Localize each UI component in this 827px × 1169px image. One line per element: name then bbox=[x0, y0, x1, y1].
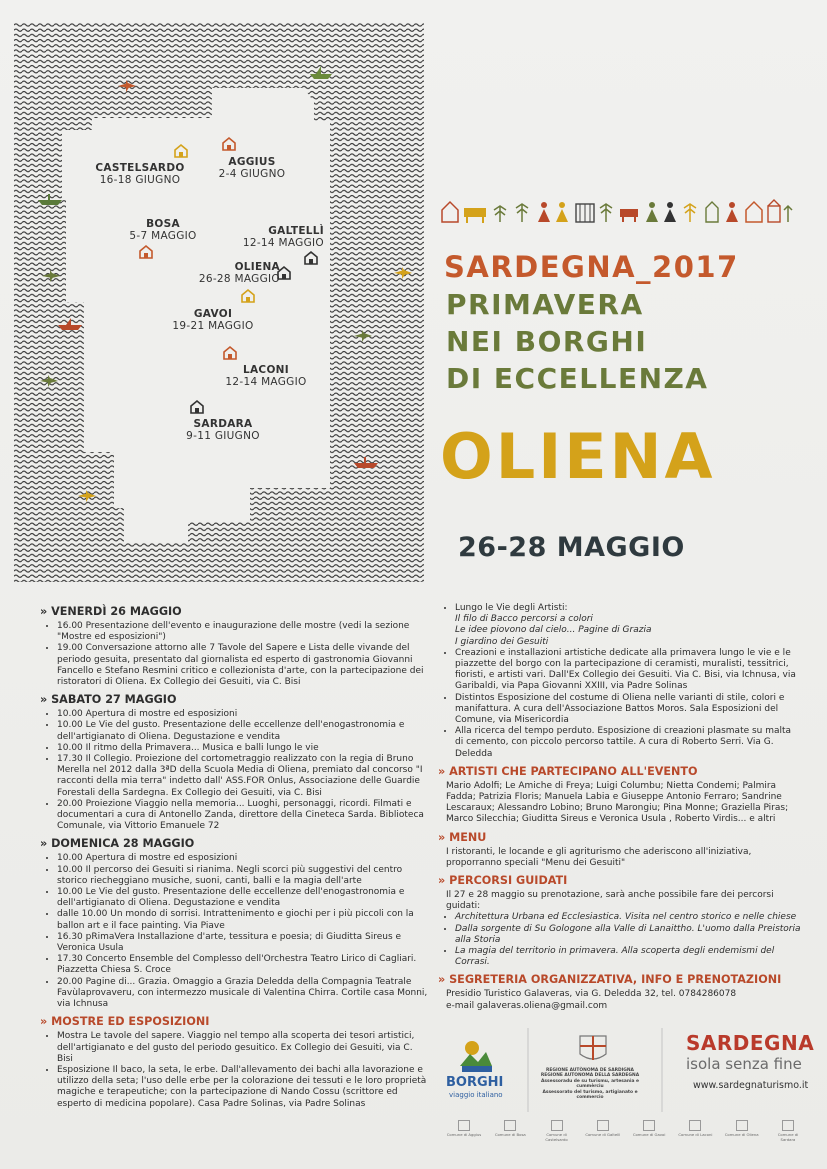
comune-crest-icon bbox=[504, 1120, 516, 1131]
comuni-logos-row bbox=[446, 1120, 806, 1142]
comune-logo: Comune di Castelsardo bbox=[539, 1120, 575, 1142]
percorsi-lead: Il 27 e 28 maggio su prenotazione, sarà anche possibile fare dei percorsi guidati: bbox=[446, 890, 774, 912]
town-castelsardo: CASTELSARDO 16-18 GIUGNO bbox=[95, 162, 185, 186]
town-oliena: OLIENA 26-28 MAGGIO bbox=[198, 261, 280, 285]
list-item: • Esposizione Il baco, la seta, le erbe. Dall'allevamento dei bachi alla lavorazione e utilizzo della seta; l'uso delle erbe per la colorazione dei tessuti e le loro proprietà magiche e terapeutiche; con la partecipazione di Nando Cossu (scrittore ed esperto di medicina popolare). Casa Padre Solinas, via Padre Solinas bbox=[57, 1065, 428, 1110]
comune-crest-icon bbox=[689, 1120, 701, 1131]
town-sardara: SARDARA 9-11 GIUGNO bbox=[186, 418, 260, 442]
menu-text: I ristoranti, le locande e gli agriturismo che aderiscono all'iniziativa, proporranno speciali "Menu dei Gesuiti" bbox=[446, 846, 752, 868]
headline-dates: 26-28 MAGGIO bbox=[458, 532, 685, 563]
animal-motif-icon bbox=[464, 208, 486, 223]
comune-logo: Comune di Laconi bbox=[677, 1120, 713, 1142]
borghi-logo-text: BORGHI bbox=[446, 1075, 504, 1090]
sardegna-tagline: isola senza fine bbox=[686, 1055, 802, 1073]
section-title-segreteria: » SEGRETERIA ORGANIZZATIVA, INFO E PRENOTAZIONI bbox=[438, 973, 782, 987]
town-aggius: AGGIUS 2-4 GIUGNO bbox=[218, 156, 286, 180]
comune-crest-icon bbox=[782, 1120, 794, 1131]
house-motif-icon bbox=[442, 202, 458, 222]
list-item: • Mostra Le tavole del sapere. Viaggio nel tempo alla scoperta dei tesori artistici, dell'artigianato e del gusto del periodo gesuitico. Ex Collegio dei Gesuiti, via C. Bisi bbox=[57, 1031, 428, 1065]
borghi-logo-subtitle: viaggio italiano bbox=[449, 1091, 503, 1099]
headline-line: NEI BORGHI bbox=[446, 325, 648, 358]
tree-motif-icon bbox=[494, 206, 506, 222]
section-title-artisti: » ARTISTI CHE PARTECIPANO ALL'EVENTO bbox=[438, 764, 698, 778]
figure-motif-icon bbox=[664, 202, 676, 222]
list-item: • 10.00 Apertura di mostre ed esposizioni bbox=[57, 853, 428, 864]
comune-crest-icon bbox=[736, 1120, 748, 1131]
list-item: • 17.30 Concerto Ensemble del Complesso dell'Orchestra Teatro Lirico di Cagliari. Piazzetta Chiesa S. Croce bbox=[57, 954, 428, 976]
list-item: • 20.00 Pagine di... Grazia. Omaggio a Grazia Deledda della Compagnia Teatrale Favùlaprovaveru, con intermezzo musicale di Valentina Chirra. Cortile casa Monni, via Ichnusa bbox=[57, 977, 428, 1011]
figure-motif-icon bbox=[646, 202, 658, 222]
comune-crest-icon bbox=[551, 1120, 563, 1131]
headline-line: PRIMAVERA bbox=[446, 288, 644, 321]
comune-logo: Comune di Gavoi bbox=[631, 1120, 667, 1142]
figure-motif-icon bbox=[538, 202, 550, 222]
list-item: • 20.00 Proiezione Viaggio nella memoria... Luoghi, personaggi, ricordi. Filmati e documentari a cura di Antonello Zanda, direttore della Cineteca Sarda. Biblioteca Comunale, via Vittorio Emanuele 72 bbox=[57, 799, 428, 833]
vie-artisti-lead: Lungo le Vie degli Artisti: bbox=[455, 603, 568, 613]
list-item: • Creazioni e installazioni artistiche dedicate alla primavera lungo le vie e le piazzette del borgo con la partecipazione di ceramisti, muralisti, tessitrici, fioristi, e artisti vari. Dall'Ex Collegio dei Gesuiti. Via C. Bisi, via Ichnusa, via Garibaldi, via Papa Giovanni XXIII, via Padre Solinas bbox=[455, 648, 802, 693]
list-item: • Alla ricerca del tempo perduto. Esposizione di creazioni plasmate su malta di cemento, con piccolo percorso tattile. A cura di Roberto Serri. Via G. Deledda bbox=[455, 726, 802, 760]
building-motif-icon bbox=[576, 204, 594, 222]
vie-artisti-sub: I giardino dei Gesuiti bbox=[455, 636, 549, 647]
sardegna-url: www.sardegnaturismo.it bbox=[693, 1080, 809, 1091]
list-item: • Architettura Urbana ed Ecclesiastica. Visita nel centro storico e nelle chiese bbox=[455, 912, 802, 923]
list-item: • 10.00 Le Vie del gusto. Presentazione delle eccellenze dell'enogastronomia e dell'artigianato di Oliena. Degustazione e vendita bbox=[57, 720, 428, 742]
comune-logo: Comune di Oliena bbox=[724, 1120, 760, 1142]
headline-oliena: OLIENA bbox=[440, 420, 716, 493]
sardegna-logo: SARDEGNA bbox=[686, 1031, 815, 1055]
town-laconi: LACONI 12-14 MAGGIO bbox=[225, 364, 307, 388]
list-item: • La magia del territorio in primavera. Alla scoperta degli endemismi del Corrasi. bbox=[455, 946, 802, 968]
town-gavoi: GAVOI 19-21 MAGGIO bbox=[172, 308, 254, 332]
building-motif-icon bbox=[706, 202, 718, 222]
building-motif-icon bbox=[768, 200, 780, 222]
comune-logo: Comune di Sardara bbox=[770, 1120, 806, 1142]
list-item: • 10.00 Le Vie del gusto. Presentazione delle eccellenze dell'enogastronomia e dell'artigianato di Oliena. Degustazione e vendita bbox=[57, 887, 428, 909]
list-item: • Distintos Esposizione del costume di Oliena nelle varianti di stile, colori e manifattura. A cura dell'Associazione Battos Moros. Sala Esposizioni del Comune, via Misericordia bbox=[455, 693, 802, 727]
list-item: • 19.00 Conversazione attorno alle 7 Tavole del Sapere e Lista delle vivande del periodo gesuita, presentato dal giornalista ed esperto di gastronomia Giovanni Fancello e Stefano Resmini critico e collezionista d'arte, con la partecipazione dei ristoratori di Oliena. Ex Collegio dei Gesuiti, via C. Bisi bbox=[57, 643, 428, 688]
tree-motif-icon bbox=[516, 204, 528, 222]
list-item: • 10.00 Apertura di mostre ed esposizioni bbox=[57, 709, 428, 720]
section-title-percorsi: » PERCORSI GUIDATI bbox=[438, 874, 568, 888]
headline-sardegna-2017: SARDEGNA_2017 bbox=[444, 250, 739, 284]
list-item: • 10.00 Il ritmo della Primavera... Musica e balli lungo le vie bbox=[57, 743, 428, 754]
list-item: • 16.00 Presentazione dell'evento e inaugurazione delle mostre (vedi la sezione "Mostre ed esposizioni") bbox=[57, 621, 428, 643]
sabato-list bbox=[48, 709, 428, 832]
percorsi-list bbox=[446, 912, 802, 968]
region-line: Assessoradu de su turismu, artesanìa e cummèrciu bbox=[541, 1078, 639, 1090]
comune-crest-icon bbox=[643, 1120, 655, 1131]
section-title-sabato: » SABATO 27 MAGGIO bbox=[40, 693, 177, 707]
section-title-domenica: » DOMENICA 28 MAGGIO bbox=[40, 837, 195, 851]
region-line: REGIONE AUTONOMA DELLA SARDEGNA bbox=[540, 1073, 640, 1079]
list-item: • 17.30 Il Collegio. Proiezione del cortometraggio realizzato con la regia di Bruno Merella nel 2012 dalla 3ªD della Scuola Media di Oliena, premiato dal concorso "I racconti della mia terra" indetto dall' ASS.FOR Onlus, Associazione delle Guardie Forestali della Sardegna. Ex Collegio dei Gesuiti, via C. Bisi bbox=[57, 754, 428, 799]
artisti-text: Mario Adolfi; Le Amiche di Freya; Luigi Columbu; Nietta Condemi; Palmira Fadda; Patrizia Floris; Manuela Labia e Giuseppe Antonio Ferraro; Sandrine Lescaraux; Alessandro Lobino; Bruno Marongiu; Pina Monne; Graziella Piras; Marco Silecchia; Giuditta Sireus e Veronica Usula , Roberto Virdis... e altri bbox=[446, 780, 789, 825]
sardinia-map bbox=[14, 22, 424, 582]
list-item: • dalle 10.00 Un mondo di sorrisi. Intrattenimento e giochi per i più piccoli con la ballon art e il face painting. Via Piave bbox=[57, 909, 428, 931]
region-line: REGIONE AUTÒNOMA DE SARDIGNA bbox=[546, 1068, 634, 1073]
mostre-list bbox=[48, 1031, 428, 1109]
list-item: • 10.00 Il percorso dei Gesuiti si rianima. Negli scorci più suggestivi del centro storico riecheggiano musiche, suoni, canti, balli e la magia dell'arte bbox=[57, 865, 428, 887]
headline-primavera bbox=[446, 286, 708, 397]
domenica-list bbox=[48, 853, 428, 1010]
list-item bbox=[455, 603, 802, 648]
vie-artisti-list bbox=[446, 603, 802, 760]
region-line: Assessorato del turismo, artigianato e commercio bbox=[542, 1089, 638, 1101]
house-motif-icon bbox=[746, 202, 762, 222]
program-right-column bbox=[438, 603, 802, 1012]
venerdi-list bbox=[48, 621, 428, 688]
figure-motif-icon bbox=[726, 202, 738, 222]
comune-crest-icon bbox=[597, 1120, 609, 1131]
tree-motif-icon bbox=[600, 204, 612, 222]
list-item: • Dalla sorgente di Su Gologone alla Valle di Lanaittho. L'uomo dalla Preistoria alla Storia bbox=[455, 924, 802, 946]
tree-motif-icon bbox=[784, 206, 792, 222]
comune-logo: Comune di Galtellì bbox=[585, 1120, 621, 1142]
vie-artisti-sub: Le idee piovono dal cielo... Pagine di Grazia bbox=[455, 625, 652, 636]
list-item: • 16.30 pRimaVera Installazione d'arte, tessitura e poesia; di Giuditta Sireus e Veronica Usula bbox=[57, 932, 428, 954]
comune-crest-icon bbox=[458, 1120, 470, 1131]
animal-motif-icon bbox=[620, 209, 638, 222]
vie-artisti-sub: Il filo di Bacco percorsi a colori bbox=[455, 614, 593, 625]
region-crest-icon bbox=[580, 1036, 606, 1060]
sardinian-motifs-row bbox=[440, 196, 795, 230]
segreteria-address: Presidio Turistico Galaveras, via G. Deledda 32, tel. 0784286078 bbox=[446, 989, 737, 1000]
section-title-menu: » MENU bbox=[438, 830, 487, 844]
section-title-venerdi: » VENERDÌ 26 MAGGIO bbox=[40, 605, 182, 618]
tree-motif-icon bbox=[684, 204, 696, 222]
figure-motif-icon bbox=[556, 202, 568, 222]
section-title-mostre: » MOSTRE ED ESPOSIZIONI bbox=[40, 1015, 210, 1029]
region-logo-text bbox=[538, 1068, 642, 1100]
town-bosa: BOSA 5-7 MAGGIO bbox=[129, 218, 197, 242]
town-galtelli: GALTELLÌ 12-14 MAGGIO bbox=[242, 225, 324, 249]
comune-logo: Comune di Aggius bbox=[446, 1120, 482, 1142]
segreteria-email: e-mail galaveras.oliena@gmail.com bbox=[446, 1000, 608, 1011]
comune-logo: Comune di Bosa bbox=[492, 1120, 528, 1142]
headline-line: DI ECCELLENZA bbox=[446, 362, 709, 395]
borghi-logo-icon bbox=[460, 1041, 492, 1072]
program-left-column bbox=[40, 603, 428, 1115]
